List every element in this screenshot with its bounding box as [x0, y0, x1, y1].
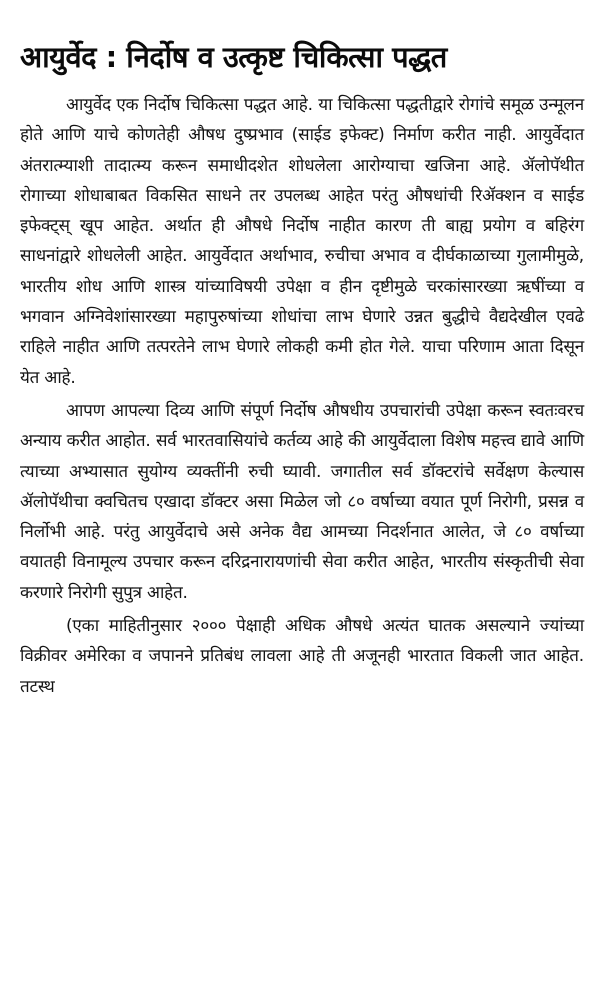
- article-headline: आयुर्वेद : निर्दोष व उत्कृष्ट चिकित्सा पद्धत: [20, 40, 447, 74]
- article-paragraph-2: आपण आपल्या दिव्य आणि संपूर्ण निर्दोष औषधीय उपचारांची उपेक्षा करून स्वतःवरच अन्याय करीत आहोत. सर्व भारतवासियांचे कर्तव्य आहे की आयुर्वेदाला विशेष महत्त्व द्यावे आणि त्याच्या अभ्यासात सुयोग्य व्यक्तींनी रुची घ्यावी. जगातील सर्व डॉक्टरांचे सर्वेक्षण केल्यास ॲलोपॅथीचा क्वचितच एखादा डॉक्टर असा मिळेल जो ८० वर्षाच्या वयात पूर्ण निरोगी, प्रसन्न व निर्लोभी आहे. परंतु आयुर्वेदाचे असे अनेक वैद्य आमच्या निदर्शनात आलेत, जे ८० वर्षाच्या वयातही विनामूल्य उपचार करून दरिद्रनारायणांची सेवा करीत आहेत, भारतीय संस्कृतीची सेवा करणारे निरोगी सुपुत्र आहेत.: [20, 400, 584, 603]
- article-paragraph-1: आयुर्वेद एक निर्दोष चिकित्सा पद्धत आहे. या चिकित्सा पद्धतीद्वारे रोगांचे समूळ उन्मूलन होते आणि याचे कोणतेही औषध दुष्प्रभाव (साईड इफेक्ट) निर्माण करीत नाही. आयुर्वेदात अंतरात्म्याशी तादात्म्य करून समाधीदशेत शोधलेला आरोग्याचा खजिना आहे. ॲलोपॅथीत रोगाच्या शोधाबाबत विकसित साधने तर उपलब्ध आहेत परंतु औषधांची रिॲक्शन व साईड इफेक्ट्‍स् खूप आहेत. अर्थात ही औषधे निर्दोष नाहीत कारण ती बाह्य प्रयोग व बहिरंग साधनांद्वारे शोधलेली आहेत. आयुर्वेदात अर्थाभाव, रुचीचा अभाव व दीर्घकाळाच्या गुलामीमुळे, भारतीय शोध आणि शास्त्र यांच्याविषयी उपेक्षा व हीन दृष्टीमुळे चरकांसारख्या ऋषींच्या व भगवान अग्निवेशांसारख्या महापुरुषांच्या शोधांचा लाभ घेणारे उन्नत बुद्धीचे वैद्यदेखील एवढे राहिले नाहीत आणि तत्परतेने लाभ घेणारे लोकही कमी होत गेले. याचा परिणाम आता दिसून येत आहे.: [20, 95, 584, 388]
- article-paragraph-3: (एका माहितीनुसार २००० पेक्षाही अधिक औषधे अत्यंत घातक असल्याने ज्यांच्या विक्रीवर अमेरिका व जपानने प्रतिबंध लावला आहे ती अजूनही भारतात विकली जात आहेत. तटस्थ: [20, 616, 584, 697]
